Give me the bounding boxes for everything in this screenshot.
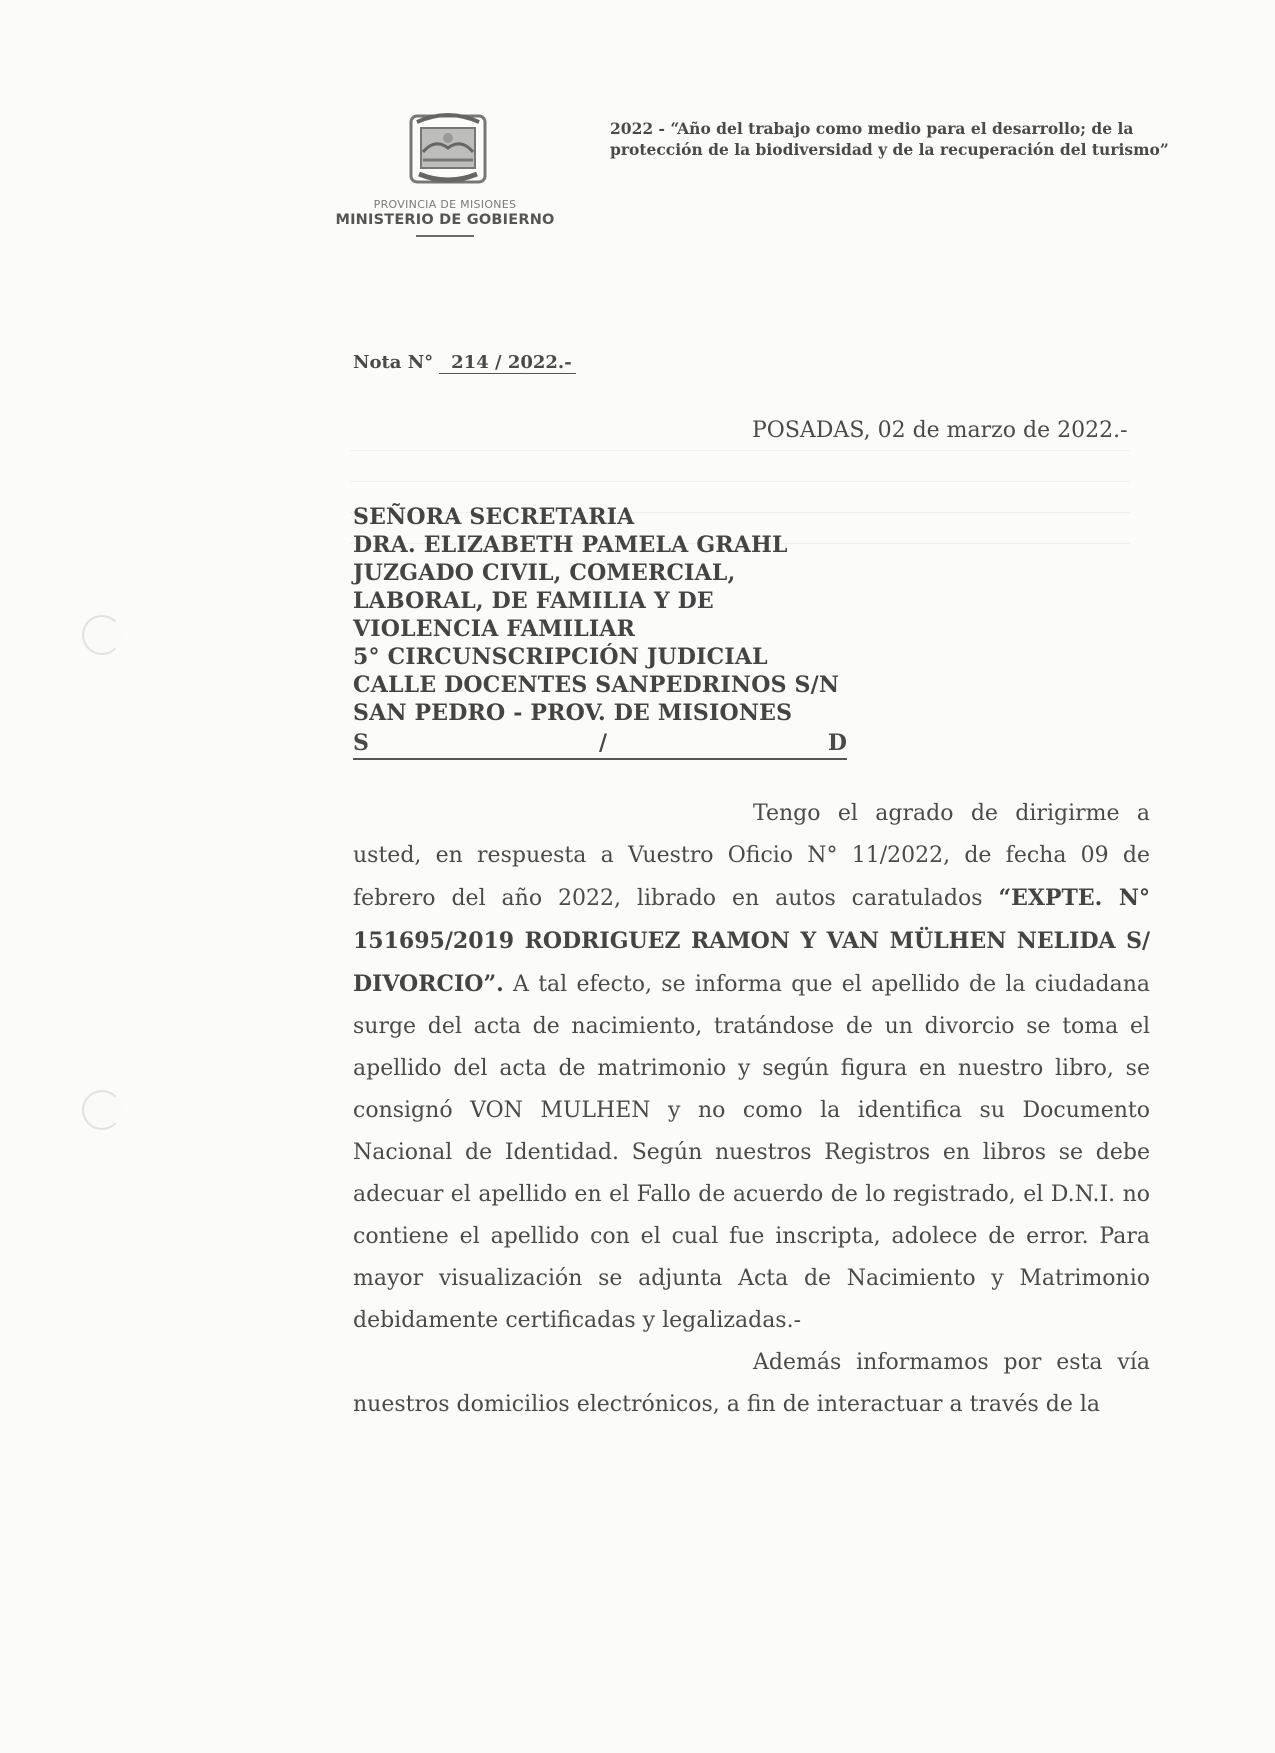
addressee-line: 5° CIRCUNSCRIPCIÓN JUDICIAL [353,644,768,670]
addressee-line: CALLE DOCENTES SANPEDRINOS S/N [353,672,840,698]
sd-s: S [353,730,369,756]
addressee-line: DRA. ELIZABETH PAMELA GRAHL [353,532,788,558]
note-label: Nota N° [353,352,434,373]
paragraph-2: Además informamos por esta vía nuestros domicilios electrónicos, a fin de interactuar a través de la [353,1350,1150,1417]
ministry-block [330,198,560,237]
sd-slash: / [599,730,608,756]
ministry-name: MINISTERIO DE GOBIERNO [335,212,555,228]
addressee-line: VIOLENCIA FAMILIAR [353,616,636,642]
provincial-seal-icon [405,108,491,192]
addressee-line: SEÑORA SECRETARIA [353,504,635,530]
case-title: “EXPTE. N° 151695/2019 RODRIGUEZ RAMON Y VAN MÜLHEN NELIDA S/ DIVORCIO”. [353,885,1150,997]
province-name: PROVINCIA DE MISIONES [373,198,517,211]
note-number-value: 214 / 2022.- [439,352,576,374]
sd-d: D [827,730,847,756]
paragraph-1-rest: A tal efecto, se informa que el apellido de la ciudadana surge del acta de nacimiento, tratándose de un divorcio se toma el apellido del acta de matrimonio y según figura en nuestro libro, se consignó VON MULHEN y no como la identifica su Documento Nacional de Identidad. Según nuestros Registros en libros se debe adecuar el apellido en el Fallo de acuerdo de lo registrado, el D.N.I. no contiene el apellido con el cual fue inscripta, adolece de error. Para mayor visualización se adjunta Acta de Nacimiento y Matrimonio debidamente certificadas y legalizadas.- [353,972,1150,1333]
punch-hole-bottom [82,1090,122,1130]
place-date: POSADAS, 02 de marzo de 2022.- [752,418,1128,443]
paragraph-1 [353,793,1150,1342]
paragraph-1-intro: Tengo el agrado de dirigirme a usted, en respuesta a Vuestro Oficio N° 11/2022, de fecha 09 de febrero del año 2022, librado en autos caratulados [353,801,1150,911]
addressee-line: JUZGADO CIVIL, COMERCIAL, [353,560,736,586]
year-motto: 2022 - “Año del trabajo como medio para el desarrollo; de la protección de la biodiversidad y de la recuperación del turismo” [610,119,1169,159]
sd-line [353,730,847,760]
ministry-underline [416,235,474,237]
letter-body [353,793,1150,1426]
note-number [353,352,576,374]
punch-hole-top [82,615,122,655]
addressee-line: LABORAL, DE FAMILIA Y DE [353,588,714,614]
addressee-block [353,503,839,727]
addressee-line: SAN PEDRO - PROV. DE MISIONES [353,700,793,726]
